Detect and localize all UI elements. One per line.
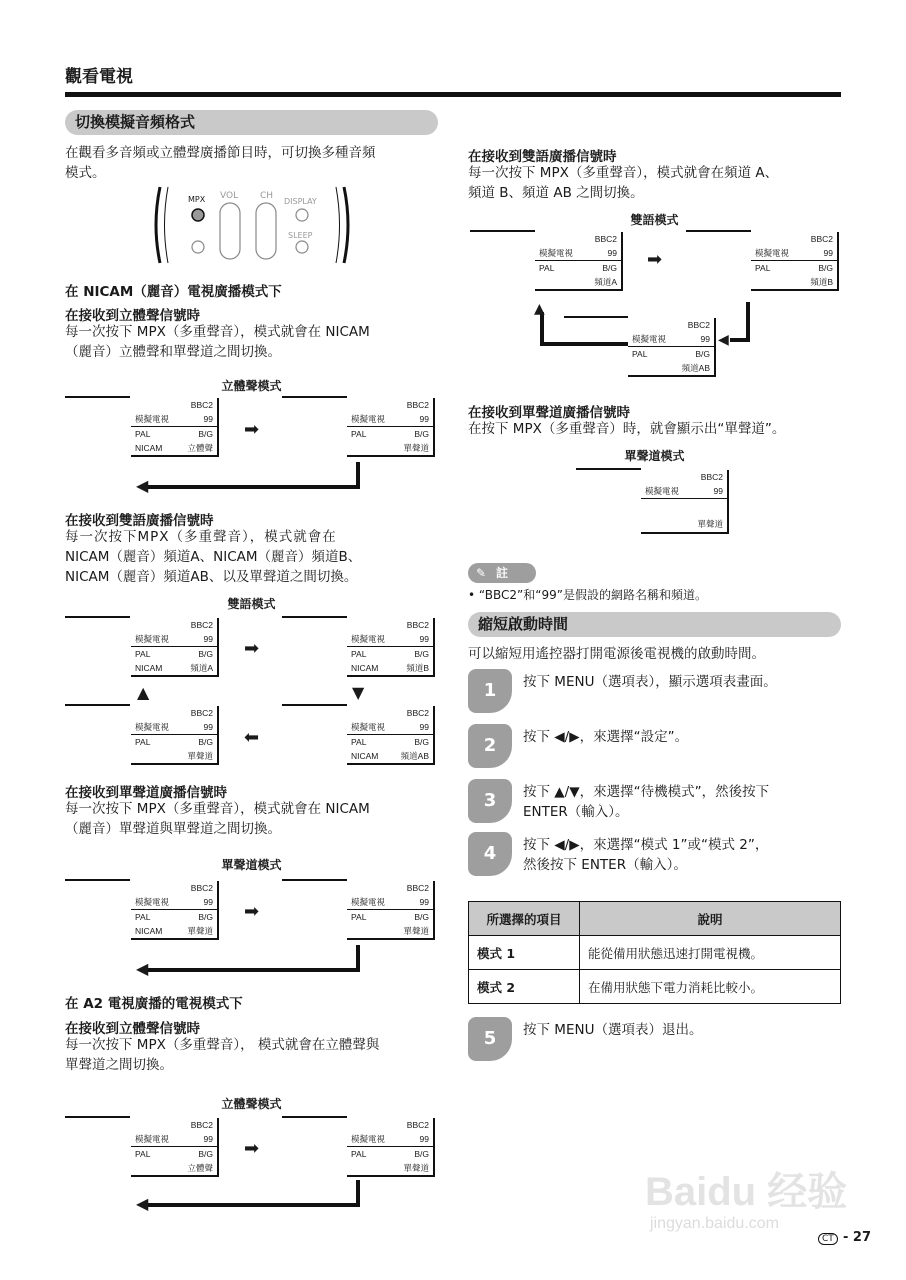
watermark-logo: Baidu 经验 bbox=[645, 1170, 848, 1214]
osd-text: BBC2 bbox=[406, 620, 429, 630]
a2-stereo-heading: 在接收到立體聲信號時 bbox=[65, 1021, 200, 1037]
bilingual-mode-title: 雙語模式 bbox=[227, 597, 276, 611]
osd-text: 99 bbox=[700, 334, 710, 344]
osd-text: PAL bbox=[351, 1149, 367, 1159]
osd-text: PAL bbox=[351, 912, 367, 922]
return-line bbox=[148, 485, 360, 489]
osd-text: 99 bbox=[203, 722, 213, 732]
r-mono-mode-title: 單聲道模式 bbox=[624, 449, 685, 463]
ch-label: CH bbox=[260, 191, 274, 201]
return-line bbox=[148, 1203, 360, 1207]
osd-text: B/G bbox=[818, 263, 833, 273]
frame-line bbox=[282, 616, 347, 618]
osd-text: NICAM bbox=[135, 663, 163, 673]
step-1-badge: 1 bbox=[468, 669, 512, 713]
osd-text: B/G bbox=[414, 649, 429, 659]
osd-text: PAL bbox=[351, 737, 367, 747]
r-bilingual-mode-title: 雙語模式 bbox=[630, 213, 679, 227]
arrow-up-icon: ▲ bbox=[534, 301, 545, 317]
osd-box bbox=[131, 881, 219, 940]
osd-box bbox=[347, 398, 435, 457]
step-2-badge: 2 bbox=[468, 724, 512, 768]
osd-text: 99 bbox=[419, 897, 429, 907]
table-header: 所選擇的項目 bbox=[469, 902, 580, 936]
note-badge: ✎ 註 bbox=[468, 563, 536, 583]
arrow-up-icon: ▲ bbox=[137, 683, 150, 702]
table-row: 模式 1 能從備用狀態迅速打開電視機。 bbox=[469, 936, 841, 970]
page-header: 觀看電視 bbox=[65, 67, 133, 87]
osd-text: BBC2 bbox=[406, 708, 429, 718]
osd-text: 模擬電視 bbox=[135, 897, 170, 907]
osd-text: PAL bbox=[135, 429, 151, 439]
osd-text: 單聲道 bbox=[403, 443, 429, 453]
osd-text: B/G bbox=[414, 429, 429, 439]
frame-line bbox=[65, 1116, 130, 1118]
osd-text: 99 bbox=[713, 486, 723, 496]
osd-text: 模擬電視 bbox=[539, 248, 574, 258]
osd-text: 模擬電視 bbox=[135, 634, 170, 644]
osd-text: 立體聲 bbox=[187, 1163, 213, 1173]
osd-text: 單聲道 bbox=[403, 926, 429, 936]
r-mono-heading: 在接收到單聲道廣播信號時 bbox=[468, 405, 630, 421]
osd-box bbox=[347, 1118, 435, 1177]
header-rule bbox=[65, 92, 841, 97]
osd-text: B/G bbox=[198, 737, 213, 747]
arrow-left-icon: ◀ bbox=[136, 1194, 149, 1213]
r-bilingual-heading: 在接收到雙語廣播信號時 bbox=[468, 149, 617, 165]
nicam-heading: 在 NICAM（麗音）電視廣播模式下 bbox=[65, 284, 282, 300]
osd-text: 99 bbox=[823, 248, 833, 258]
osd-text: 頻道B bbox=[810, 277, 833, 287]
arrow-right-icon: ➡ bbox=[244, 638, 260, 659]
osd-text: BBC2 bbox=[406, 883, 429, 893]
frame-line bbox=[686, 230, 751, 232]
step-5-badge: 5 bbox=[468, 1017, 512, 1061]
frame-line bbox=[282, 1116, 347, 1118]
a2-stereo-text1: 每一次按下 MPX（多重聲音）， 模式就會在立體聲與 bbox=[65, 1037, 380, 1053]
osd-text: 模擬電視 bbox=[135, 414, 170, 424]
osd-text: B/G bbox=[198, 429, 213, 439]
mode-table bbox=[468, 901, 841, 1004]
osd-text: B/G bbox=[695, 349, 710, 359]
r-bilingual-text2: 頻道 B、頻道 AB 之間切換。 bbox=[468, 185, 644, 201]
table-header: 說明 bbox=[580, 902, 841, 936]
osd-text: 99 bbox=[419, 634, 429, 644]
osd-text: 頻道AB bbox=[681, 363, 710, 373]
sleep-label: SLEEP bbox=[288, 231, 313, 240]
osd-text: 立體聲 bbox=[187, 443, 213, 453]
frame-line bbox=[65, 879, 130, 881]
stereo-mode-title: 立體聲模式 bbox=[221, 379, 282, 393]
lang-badge: CT bbox=[818, 1233, 838, 1245]
a2-heading: 在 A2 電視廣播的電視模式下 bbox=[65, 996, 243, 1012]
osd-text: PAL bbox=[351, 429, 367, 439]
frame-line bbox=[564, 316, 628, 318]
return-line bbox=[730, 338, 750, 342]
osd-text: PAL bbox=[632, 349, 648, 359]
vol-label: VOL bbox=[220, 191, 239, 201]
osd-text: BBC2 bbox=[190, 708, 213, 718]
arrow-right-icon: ➡ bbox=[244, 419, 260, 440]
osd-text: 單聲道 bbox=[187, 926, 213, 936]
osd-text: NICAM bbox=[135, 926, 163, 936]
table-row: 模式 2 在備用狀態下電力消耗比較小。 bbox=[469, 970, 841, 1004]
osd-text: 模擬電視 bbox=[135, 1134, 170, 1144]
section-title-startup: 縮短啟動時間 bbox=[468, 612, 841, 637]
osd-box bbox=[131, 706, 219, 765]
osd-box bbox=[131, 1118, 219, 1177]
remote-illustration bbox=[152, 185, 352, 265]
osd-text: B/G bbox=[414, 1149, 429, 1159]
osd-box bbox=[347, 706, 435, 765]
osd-text: 單聲道 bbox=[187, 751, 213, 761]
stereo-text1: 每一次按下 MPX（多重聲音），模式就會在 NICAM bbox=[65, 324, 370, 340]
stereo-heading: 在接收到立體聲信號時 bbox=[65, 308, 200, 324]
arrow-left-icon: ◀ bbox=[136, 959, 149, 978]
step-4-text2: 然後按下 ENTER（輸入）。 bbox=[523, 857, 687, 873]
frame-line bbox=[282, 879, 347, 881]
osd-text: B/G bbox=[198, 912, 213, 922]
osd-text: 99 bbox=[419, 722, 429, 732]
osd-text: BBC2 bbox=[190, 400, 213, 410]
osd-text: 99 bbox=[203, 1134, 213, 1144]
osd-text: BBC2 bbox=[700, 472, 723, 482]
frame-line bbox=[470, 230, 535, 232]
display-label: DISPLAY bbox=[284, 197, 317, 206]
osd-box bbox=[347, 618, 435, 677]
mono-text2: （麗音）單聲道與單聲道之間切換。 bbox=[65, 821, 281, 837]
osd-text: PAL bbox=[135, 912, 151, 922]
osd-text: 99 bbox=[607, 248, 617, 258]
step-1-text: 按下 MENU（選項表），顯示選項表畫面。 bbox=[523, 674, 777, 690]
bilingual-heading: 在接收到雙語廣播信號時 bbox=[65, 513, 214, 529]
osd-text: 單聲道 bbox=[697, 519, 723, 529]
note-text: • “BBC2”和“99”是假設的網路名稱和頻道。 bbox=[468, 588, 707, 602]
osd-text: 模擬電視 bbox=[632, 334, 667, 344]
osd-text: BBC2 bbox=[190, 1120, 213, 1130]
stereo-text2: （麗音）立體聲和單聲道之間切換。 bbox=[65, 344, 281, 360]
osd-text: B/G bbox=[198, 649, 213, 659]
watermark-url: jingyan.baidu.com bbox=[650, 1215, 779, 1232]
step-5-text: 按下 MENU（選項表）退出。 bbox=[523, 1022, 703, 1038]
osd-text: 99 bbox=[203, 897, 213, 907]
osd-text: BBC2 bbox=[406, 400, 429, 410]
arrow-left-icon: ⬅ bbox=[244, 727, 260, 748]
step-4-text1: 按下 ◀/▶，來選擇“模式 1”或“模式 2”， bbox=[523, 837, 769, 853]
osd-text: 頻道A bbox=[190, 663, 213, 673]
osd-text: NICAM bbox=[351, 663, 379, 673]
osd-text: 模擬電視 bbox=[645, 486, 680, 496]
osd-text: 頻道A bbox=[594, 277, 617, 287]
osd-text: BBC2 bbox=[687, 320, 710, 330]
osd-text: B/G bbox=[414, 737, 429, 747]
osd-text: BBC2 bbox=[406, 1120, 429, 1130]
startup-intro: 可以縮短用遙控器打開電源後電視機的啟動時間。 bbox=[468, 646, 765, 662]
osd-text: BBC2 bbox=[190, 620, 213, 630]
osd-box bbox=[131, 618, 219, 677]
osd-text: PAL bbox=[351, 649, 367, 659]
frame-line bbox=[282, 396, 347, 398]
osd-text: 99 bbox=[419, 414, 429, 424]
osd-text: B/G bbox=[414, 912, 429, 922]
osd-text: BBC2 bbox=[594, 234, 617, 244]
mono-text1: 每一次按下 MPX（多重聲音），模式就會在 NICAM bbox=[65, 801, 370, 817]
r-mono-text: 在按下 MPX（多重聲音）時，就會顯示出“單聲道”。 bbox=[468, 421, 786, 437]
r-bilingual-text1: 每一次按下 MPX（多重聲音），模式就會在頻道 A、 bbox=[468, 165, 779, 181]
osd-text: 99 bbox=[203, 414, 213, 424]
mono-mode-title: 單聲道模式 bbox=[221, 858, 282, 872]
osd-text: 頻道AB bbox=[400, 751, 429, 761]
frame-line bbox=[65, 616, 130, 618]
osd-text: 模擬電視 bbox=[351, 722, 386, 732]
a2-stereo-mode-title: 立體聲模式 bbox=[221, 1097, 282, 1111]
osd-text: 模擬電視 bbox=[755, 248, 790, 258]
osd-text: 99 bbox=[419, 1134, 429, 1144]
osd-box bbox=[535, 232, 623, 291]
frame-line bbox=[576, 468, 641, 470]
frame-line bbox=[282, 704, 347, 706]
osd-text: BBC2 bbox=[810, 234, 833, 244]
arrow-right-icon: ➡ bbox=[647, 249, 663, 270]
osd-text: 模擬電視 bbox=[351, 1134, 386, 1144]
step-3-text1: 按下 ▲/▼，來選擇“待機模式”，然後按下 bbox=[523, 784, 770, 800]
return-line bbox=[148, 968, 360, 972]
osd-text: B/G bbox=[602, 263, 617, 273]
arrow-left-icon: ◀ bbox=[718, 332, 729, 348]
osd-text: PAL bbox=[539, 263, 555, 273]
osd-text: 99 bbox=[203, 634, 213, 644]
intro-line2: 模式。 bbox=[65, 165, 106, 181]
osd-text: 頻道B bbox=[406, 663, 429, 673]
mpx-label: MPX bbox=[188, 195, 206, 204]
osd-text: PAL bbox=[755, 263, 771, 273]
step-3-text2: ENTER（輸入）。 bbox=[523, 804, 629, 820]
osd-box bbox=[347, 881, 435, 940]
osd-text: 模擬電視 bbox=[351, 897, 386, 907]
osd-text: PAL bbox=[135, 737, 151, 747]
osd-text: BBC2 bbox=[190, 883, 213, 893]
mono-heading: 在接收到單聲道廣播信號時 bbox=[65, 785, 227, 801]
osd-text: 模擬電視 bbox=[351, 414, 386, 424]
arrow-right-icon: ➡ bbox=[244, 901, 260, 922]
osd-text: NICAM bbox=[135, 443, 163, 453]
page-number: - 27 bbox=[843, 1230, 872, 1245]
osd-text: PAL bbox=[135, 649, 151, 659]
osd-text: 模擬電視 bbox=[351, 634, 386, 644]
arrow-right-icon: ➡ bbox=[244, 1138, 260, 1159]
arrow-left-icon: ◀ bbox=[136, 476, 149, 495]
bilingual-text1: 每一次按下MPX（多重聲音），模式就會在 bbox=[65, 529, 337, 545]
arrow-down-icon: ▼ bbox=[352, 683, 365, 702]
osd-text: 單聲道 bbox=[403, 1163, 429, 1173]
frame-line bbox=[65, 704, 130, 706]
return-line bbox=[540, 342, 628, 346]
osd-text: 模擬電視 bbox=[135, 722, 170, 732]
osd-box bbox=[751, 232, 839, 291]
step-2-text: 按下 ◀/▶，來選擇“設定”。 bbox=[523, 729, 689, 745]
osd-text: B/G bbox=[198, 1149, 213, 1159]
return-line bbox=[746, 302, 750, 342]
frame-line bbox=[65, 396, 130, 398]
step-3-badge: 3 bbox=[468, 779, 512, 823]
bilingual-text3: NICAM（麗音）頻道AB、以及單聲道之間切換。 bbox=[65, 569, 358, 585]
section-title-audio: 切換模擬音頻格式 bbox=[65, 110, 438, 135]
osd-text: PAL bbox=[135, 1149, 151, 1159]
osd-box bbox=[641, 470, 729, 534]
bilingual-text2: NICAM（麗音）頻道A、NICAM（麗音）頻道B、 bbox=[65, 549, 362, 565]
osd-text: NICAM bbox=[351, 751, 379, 761]
pencil-icon: ✎ bbox=[476, 566, 487, 580]
osd-box bbox=[131, 398, 219, 457]
osd-box bbox=[628, 318, 716, 377]
a2-stereo-text2: 單聲道之間切換。 bbox=[65, 1057, 173, 1073]
intro-line1: 在觀看多音頻或立體聲廣播節目時，可切換多種音頻 bbox=[65, 145, 376, 161]
step-4-badge: 4 bbox=[468, 832, 512, 876]
